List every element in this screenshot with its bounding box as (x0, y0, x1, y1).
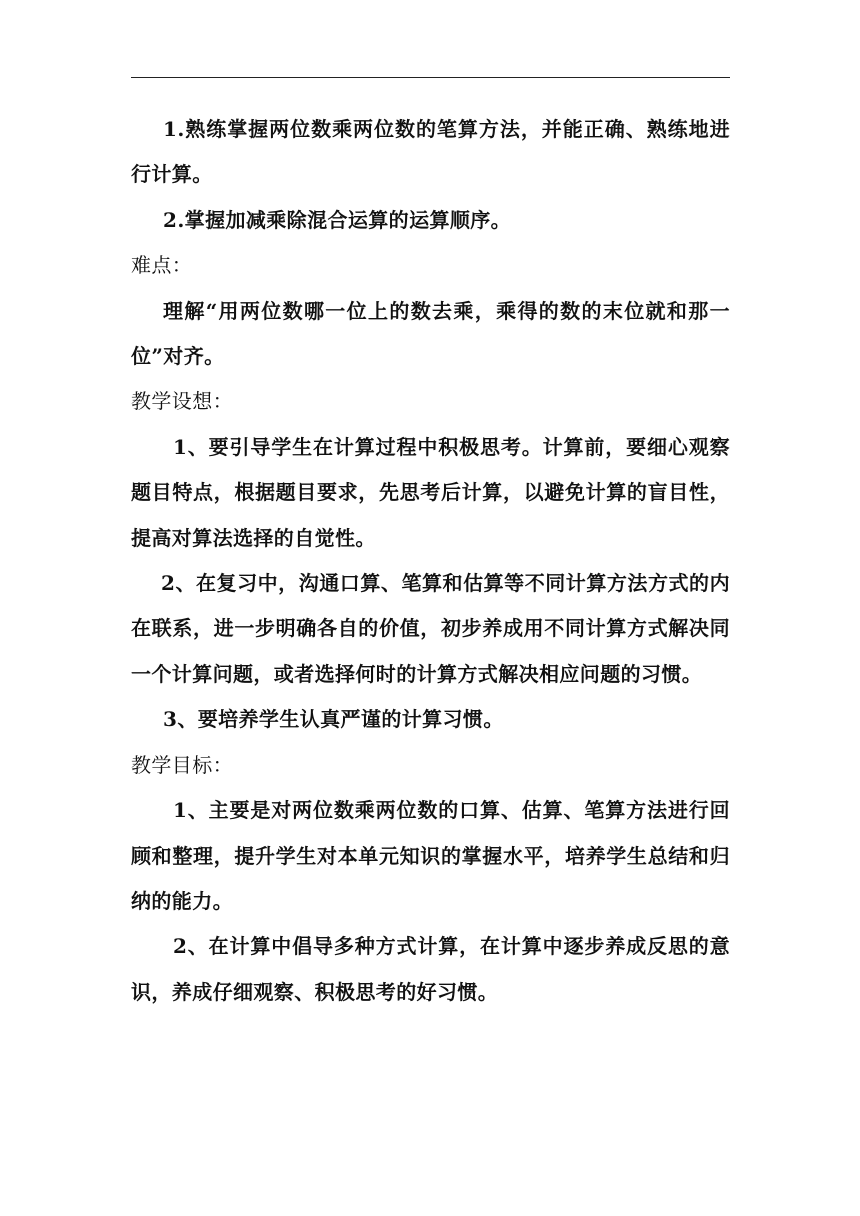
header-rule (131, 77, 730, 78)
paragraph-difficulty: 理解“用两位数哪一位上的数去乘，乘得的数的末位就和那一位”对齐。 (131, 298, 730, 369)
heading-teaching-goals: 教学目标： (131, 752, 233, 777)
paragraph-concept-2: 2、在复习中，沟通口算、笔算和估算等不同计算方法方式的内在联系，进一步明确各自的价值，初步养成用不同计算方式解决同一个计算问题，或者选择何时的计算方式解决相应问题的习惯。 (131, 571, 730, 686)
document-body (131, 107, 730, 1015)
paragraph-goal-1: 1、主要是对两位数乘两位数的口算、估算、笔算方法进行回顾和整理，提升学生对本单元知识的掌握水平，培养学生总结和归纳的能力。 (131, 798, 730, 913)
paragraph-concept-3: 3、要培养学生认真严谨的计算习惯。 (163, 707, 504, 732)
paragraph-objective-1: 1.熟练掌握两位数乘两位数的笔算方法，并能正确、熟练地进行计算。 (131, 117, 730, 187)
heading-difficulty: 难点： (131, 253, 193, 278)
heading-teaching-concept: 教学设想： (131, 389, 233, 414)
paragraph-goal-2: 2、在计算中倡导多种方式计算，在计算中逐步养成反思的意识，养成仔细观察、积极思考的好习惯。 (131, 934, 730, 1004)
paragraph-concept-1: 1、要引导学生在计算过程中积极思考。计算前，要细心观察题目特点，根据题目要求，先思考后计算，以避免计算的盲目性，提高对算法选择的自觉性。 (131, 434, 730, 550)
paragraph-objective-2: 2.掌握加减乘除混合运算的运算顺序。 (163, 207, 512, 232)
